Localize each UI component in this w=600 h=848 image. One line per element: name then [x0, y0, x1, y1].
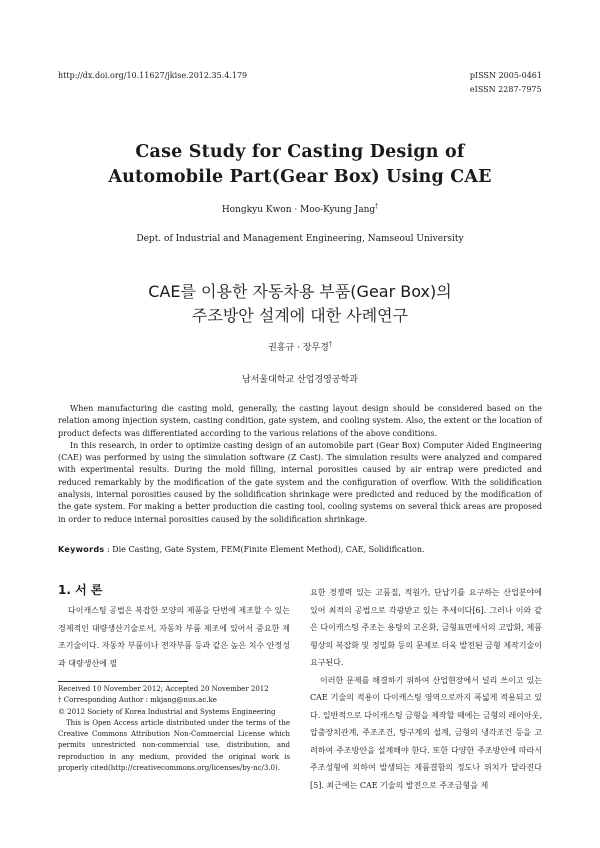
doi-link[interactable]: http://dx.doi.org/10.11627/jkise.2012.35.4.179: [58, 71, 248, 80]
keywords: [58, 544, 542, 556]
abstract-paragraph-1: When manufacturing die casting mold, generally, the casting layout design should be considered based on the relation among injection system, casting condition, gate system, and cooling system. Also, the extent or the location of product defects was differentiated according to the various relations of the above conditions.: [58, 404, 542, 438]
received-date: Received 10 November 2012; Accepted 20 November 2012: [58, 685, 269, 693]
english-title-line-1: Case Study for Casting Design of: [135, 142, 465, 162]
keywords-text: : Die Casting, Gate System, FEM(Finite Element Method), CAE, Solidification.: [106, 545, 425, 554]
abstract: [58, 403, 542, 526]
copyright-notice: © 2012 Society of Korea Industrial and Systems Engineering: [58, 707, 276, 716]
right-column-paragraph-1: 요한 경쟁력 있는 고품질, 적원가, 단납기를 요구하는 산업분야에 있어 최적의 공법으로 각광받고 있는 추세이다[6]. 그러나 이와 같은 다이캐스팅 주조는 용탕의 고온화, 금형표면에서의 고압화, 제품형상의 복잡화 및 정밀화 등의 문제로 더욱 발전된 금형 제작기술이 요구된다.: [310, 588, 542, 667]
footnotes: [58, 684, 290, 774]
keywords-label: Keywords: [58, 545, 105, 554]
license-notice: This is Open Access article distributed under the terms of the Creative Commons Attribution Non-Commercial License which permits unrestricted non-commercial use, distribution, and reproduction in any medium, provided the original work is properly cited(http://creativecommons.org/licenses/by-nc/3.0).: [58, 718, 290, 773]
abstract-paragraph-2: In this research, in order to optimize casting design of an automobile part (Gear Box) Computer Aided Engineering (CAE) was performed by using the simulation software (Z Cast). The simulation results were analyzed and compared with experimental results. During the mold filling, internal porosities caused by air entrap were predicted and reduced remarkably by the modification of the gate system and the configuration of overflow. With the solidification analysis, internal porosities caused by the solidification shrinkage were predicted and reduced by the modification of the gate system. For making a better production die casting tool, cooling systems on several thick areas are proposed in order to reduce internal porosities caused by the solidification shrinkage.: [58, 440, 542, 524]
issn-block: [470, 69, 542, 97]
english-affiliation: Dept. of Industrial and Management Engineering, Namseoul University: [136, 234, 464, 244]
corresponding-mark: †: [375, 203, 379, 210]
korean-title-line-1: CAE를 이용한 자동차용 부품(Gear Box)의: [148, 282, 452, 301]
left-column-text: [58, 602, 290, 672]
right-column-text: [310, 584, 542, 794]
korean-author-names: 권홍규 · 장무경: [268, 343, 329, 353]
korean-title: [0, 280, 600, 328]
section-heading-introduction: 1. 서 론: [58, 583, 103, 597]
korean-corresponding-mark: †: [328, 341, 332, 348]
corresponding-author: † Corresponding Author : mkjang@nus.ac.ke: [58, 696, 217, 705]
english-author-names: Hongkyu Kwon · Moo-Kyung Jang: [221, 205, 376, 215]
korean-authors: [0, 340, 600, 353]
english-authors: [0, 203, 600, 215]
pissn: pISSN 2005-0461: [469, 71, 542, 80]
footnote-divider: [58, 681, 188, 682]
english-title-line-2: Automobile Part(Gear Box) Using CAE: [108, 167, 492, 187]
korean-title-line-2: 주조방안 설계에 대한 사례연구: [191, 306, 409, 325]
left-column-paragraph: 다이캐스팅 공법은 복잡한 모양의 제품을 단번에 제조할 수 있는 경제적인 대량생산기술로서, 자동차 부품 제조에 있어서 중요한 제조기술이다. 자동차 부품이나 전자부품 등과 같은 높은 치수 안정성과 대량생산에 필: [58, 606, 290, 668]
english-title: [0, 140, 600, 190]
korean-affiliation: 남서울대학교 산업경영공학과: [242, 375, 358, 385]
eissn: eISSN 2287-7975: [469, 85, 542, 94]
right-column-paragraph-2: 이러한 문제를 해결하기 위하여 산업현장에서 널리 쓰이고 있는 CAE 기술의 적용이 다이캐스팅 영역으로까지 폭넓게 적용되고 있다. 일반적으로 다이캐스팅 금형을 제작할 때에는 금형의 레이아웃, 압출장치관계, 주조조건, 탕구계의 설계, 금형의 냉각조건 등을 고려하여 주조방안을 설계해야 한다. 또한 다양한 주조방안에 따라서 주조성형에 의하여 발생되는 제품결함의 정도나 위치가 달라진다[5]. 최근에는 CAE 기술의 발전으로 주조금형을 제: [310, 675, 542, 790]
